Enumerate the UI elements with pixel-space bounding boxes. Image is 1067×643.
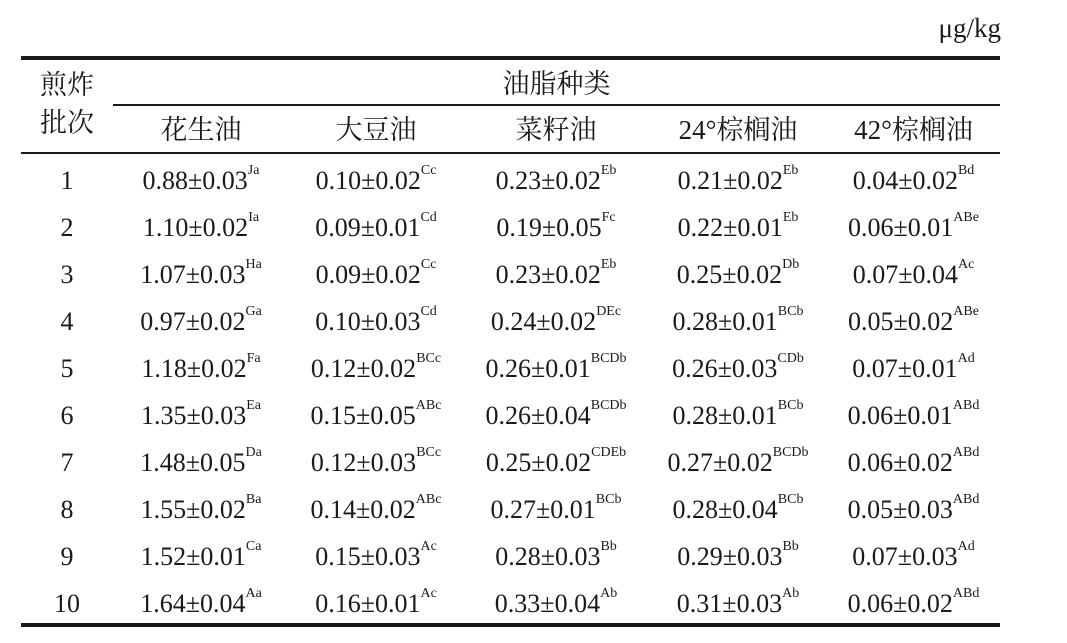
significance-letters: Eb xyxy=(600,257,617,273)
value-cell xyxy=(827,392,1000,439)
value-cell xyxy=(463,204,649,251)
mean-sd-value: 0.25±0.02 xyxy=(676,260,783,289)
significance-letters: ABc xyxy=(415,398,442,414)
value-cell xyxy=(289,345,463,392)
value-cell xyxy=(113,486,289,533)
value-cell xyxy=(827,204,1000,251)
mean-sd-value: 0.31±0.03 xyxy=(676,589,783,618)
significance-letters: ABc xyxy=(415,492,442,508)
value-cell xyxy=(463,251,649,298)
value-cell xyxy=(289,580,463,627)
unit-label: μg/kg xyxy=(938,13,1001,43)
value-cell xyxy=(649,392,827,439)
value-cell xyxy=(289,439,463,486)
significance-letters: Ad xyxy=(957,351,975,367)
significance-letters: Ab xyxy=(782,586,800,602)
mean-sd-value: 1.52±0.01 xyxy=(140,542,246,571)
mean-sd-value: 1.07±0.03 xyxy=(140,260,246,289)
mean-sd-value: 0.28±0.01 xyxy=(672,307,778,336)
table-row xyxy=(21,533,1000,580)
significance-letters: Bb xyxy=(600,539,617,555)
significance-letters: Ia xyxy=(248,210,260,226)
significance-letters: Ba xyxy=(245,492,262,508)
batch-header-line1: 煎炸 xyxy=(40,70,94,100)
mean-sd-value: 0.33±0.04 xyxy=(494,589,601,618)
significance-letters: ABd xyxy=(952,492,980,508)
mean-sd-value: 0.22±0.01 xyxy=(677,213,783,242)
table-top-rule xyxy=(21,56,1000,60)
table-row xyxy=(21,345,1000,392)
value-cell xyxy=(289,392,463,439)
significance-letters: BCb xyxy=(777,398,804,414)
mean-sd-value: 0.12±0.03 xyxy=(310,448,417,477)
value-cell xyxy=(827,345,1000,392)
value-cell xyxy=(113,251,289,298)
value-cell xyxy=(827,439,1000,486)
mean-sd-value: 0.88±0.03 xyxy=(142,166,248,195)
mean-sd-value: 0.07±0.01 xyxy=(852,354,958,383)
significance-letters: Ja xyxy=(247,163,260,179)
batch-number-cell: 4 xyxy=(60,307,74,336)
batch-number-cell: 7 xyxy=(60,448,74,477)
significance-letters: Da xyxy=(245,445,262,461)
value-cell xyxy=(113,157,289,204)
table-bottom-rule xyxy=(21,623,1000,627)
value-cell xyxy=(463,486,649,533)
value-cell xyxy=(289,486,463,533)
value-cell xyxy=(827,157,1000,204)
value-cell xyxy=(827,298,1000,345)
value-cell xyxy=(113,204,289,251)
mean-sd-value: 0.15±0.05 xyxy=(310,401,416,430)
significance-letters: Eb xyxy=(782,163,799,179)
significance-letters: BCDb xyxy=(590,398,627,414)
mean-sd-value: 0.09±0.02 xyxy=(315,260,421,289)
table-row xyxy=(21,439,1000,486)
value-cell xyxy=(649,580,827,627)
column-header-peanut-oil: 花生油 xyxy=(160,115,242,145)
mean-sd-value: 0.06±0.02 xyxy=(847,448,953,477)
mean-sd-value: 0.28±0.01 xyxy=(672,401,778,430)
mean-sd-value: 0.07±0.04 xyxy=(852,260,958,289)
significance-letters: BCc xyxy=(416,445,442,461)
mean-sd-value: 0.28±0.03 xyxy=(495,542,601,571)
value-cell xyxy=(649,298,827,345)
significance-letters: Fa xyxy=(246,351,261,367)
batch-number-cell: 1 xyxy=(60,166,74,195)
value-cell xyxy=(463,533,649,580)
significance-letters: Cd xyxy=(420,210,437,226)
significance-letters: DEc xyxy=(596,304,622,320)
mean-sd-value: 0.06±0.01 xyxy=(848,213,954,242)
mean-sd-value: 0.28±0.04 xyxy=(672,495,778,524)
mean-sd-value: 1.48±0.05 xyxy=(140,448,246,477)
value-cell xyxy=(113,298,289,345)
value-cell xyxy=(113,580,289,627)
value-cell xyxy=(827,486,1000,533)
significance-letters: Bd xyxy=(957,163,975,179)
significance-letters: Ea xyxy=(246,398,262,414)
mean-sd-value: 1.35±0.03 xyxy=(140,401,247,430)
mean-sd-value: 0.23±0.02 xyxy=(495,260,601,289)
batch-number-cell: 6 xyxy=(60,401,74,430)
mean-sd-value: 0.27±0.02 xyxy=(667,448,773,477)
value-cell xyxy=(463,298,649,345)
value-cell xyxy=(463,345,649,392)
batch-number-cell: 8 xyxy=(60,495,74,524)
table-row xyxy=(21,251,1000,298)
significance-letters: CDEb xyxy=(591,445,627,461)
significance-letters: Ga xyxy=(245,304,262,320)
value-cell xyxy=(289,298,463,345)
mean-sd-value: 0.05±0.03 xyxy=(847,495,953,524)
value-cell xyxy=(113,439,289,486)
significance-letters: Aa xyxy=(245,586,262,602)
significance-letters: Ca xyxy=(245,539,262,555)
column-header-palm-oil-24: 24°棕榈油 xyxy=(678,115,798,145)
batch-number-cell: 2 xyxy=(60,213,74,242)
value-cell xyxy=(463,157,649,204)
mean-sd-value: 0.07±0.03 xyxy=(852,542,958,571)
mean-sd-value: 0.26±0.03 xyxy=(672,354,778,383)
mean-sd-value: 1.64±0.04 xyxy=(140,589,246,618)
significance-letters: ABd xyxy=(952,445,980,461)
mean-sd-value: 0.06±0.01 xyxy=(847,401,953,430)
mean-sd-value: 0.06±0.02 xyxy=(847,589,953,618)
value-cell xyxy=(289,251,463,298)
value-cell xyxy=(649,157,827,204)
table-row xyxy=(21,157,1000,204)
header-bottom-rule xyxy=(21,152,1000,154)
value-cell xyxy=(827,580,1000,627)
table-row xyxy=(21,298,1000,345)
value-cell xyxy=(649,439,827,486)
significance-letters: BCc xyxy=(416,351,442,367)
mean-sd-value: 0.23±0.02 xyxy=(495,166,601,195)
significance-letters: CDb xyxy=(777,351,804,367)
significance-letters: ABd xyxy=(952,586,980,602)
significance-letters: BCDb xyxy=(590,351,627,367)
significance-letters: Eb xyxy=(782,210,799,226)
value-cell xyxy=(649,486,827,533)
mean-sd-value: 0.24±0.02 xyxy=(490,307,597,336)
batch-header-line2: 批次 xyxy=(40,108,94,138)
mean-sd-value: 0.97±0.02 xyxy=(140,307,246,336)
significance-letters: Eb xyxy=(600,163,617,179)
mean-sd-value: 0.27±0.01 xyxy=(490,495,596,524)
significance-letters: Fc xyxy=(601,210,616,226)
significance-letters: Bb xyxy=(782,539,799,555)
value-cell xyxy=(649,204,827,251)
table-row xyxy=(21,392,1000,439)
significance-letters: Db xyxy=(782,257,800,273)
value-cell xyxy=(649,251,827,298)
significance-letters: ABe xyxy=(953,210,979,226)
significance-letters: Ad xyxy=(957,539,975,555)
value-cell xyxy=(113,345,289,392)
value-cell xyxy=(827,533,1000,580)
mean-sd-value: 1.10±0.02 xyxy=(142,213,249,242)
significance-letters: ABe xyxy=(953,304,979,320)
significance-letters: Ac xyxy=(420,586,437,602)
mean-sd-value: 0.26±0.04 xyxy=(485,401,591,430)
mean-sd-value: 0.12±0.02 xyxy=(310,354,417,383)
batch-number-cell: 9 xyxy=(60,542,74,571)
significance-letters: BCb xyxy=(595,492,622,508)
batch-number-cell: 3 xyxy=(60,260,74,289)
mean-sd-value: 1.55±0.02 xyxy=(140,495,246,524)
group-header-rule xyxy=(113,104,1000,106)
significance-letters: BCDb xyxy=(772,445,809,461)
significance-letters: BCb xyxy=(777,304,804,320)
significance-letters: Ac xyxy=(420,539,437,555)
mean-sd-value: 0.14±0.02 xyxy=(310,495,416,524)
column-header-soybean-oil: 大豆油 xyxy=(335,115,417,145)
mean-sd-value: 0.10±0.02 xyxy=(315,166,421,195)
table-row xyxy=(21,486,1000,533)
value-cell xyxy=(463,580,649,627)
mean-sd-value: 0.29±0.03 xyxy=(677,542,783,571)
value-cell xyxy=(289,533,463,580)
significance-letters: Ac xyxy=(957,257,975,273)
oil-type-group-header: 油脂种类 xyxy=(502,69,611,99)
mean-sd-value: 0.04±0.02 xyxy=(852,166,958,195)
significance-letters: Cd xyxy=(420,304,437,320)
batch-header xyxy=(21,66,113,142)
value-cell xyxy=(113,392,289,439)
value-cell xyxy=(463,439,649,486)
value-cell xyxy=(113,533,289,580)
column-header-palm-oil-42: 42°棕榈油 xyxy=(854,115,973,145)
column-header-rapeseed-oil: 菜籽油 xyxy=(515,115,597,145)
mean-sd-value: 0.10±0.03 xyxy=(315,307,421,336)
significance-letters: Cc xyxy=(420,257,437,273)
mean-sd-value: 0.16±0.01 xyxy=(315,589,421,618)
mean-sd-value: 0.19±0.05 xyxy=(496,213,602,242)
mean-sd-value: 0.21±0.02 xyxy=(677,166,783,195)
value-cell xyxy=(289,157,463,204)
significance-letters: ABd xyxy=(952,398,980,414)
value-cell xyxy=(827,251,1000,298)
value-cell xyxy=(649,533,827,580)
mean-sd-value: 1.18±0.02 xyxy=(141,354,247,383)
mean-sd-value: 0.09±0.01 xyxy=(315,213,421,242)
value-cell xyxy=(289,204,463,251)
mean-sd-value: 0.15±0.03 xyxy=(315,542,421,571)
value-cell xyxy=(649,345,827,392)
table-row xyxy=(21,580,1000,627)
significance-letters: Cc xyxy=(420,163,437,179)
batch-number-cell: 10 xyxy=(54,589,80,618)
batch-number-cell: 5 xyxy=(60,354,74,383)
significance-letters: Ab xyxy=(600,586,618,602)
value-cell xyxy=(463,392,649,439)
mean-sd-value: 0.26±0.01 xyxy=(485,354,591,383)
significance-letters: BCb xyxy=(777,492,804,508)
mean-sd-value: 0.05±0.02 xyxy=(848,307,954,336)
significance-letters: Ha xyxy=(245,257,262,273)
mean-sd-value: 0.25±0.02 xyxy=(485,448,592,477)
table-row xyxy=(21,204,1000,251)
